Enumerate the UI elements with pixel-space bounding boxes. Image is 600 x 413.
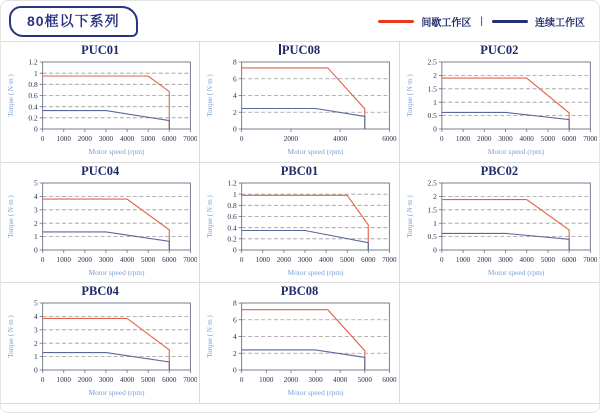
x-tick-label: 5000 xyxy=(141,376,156,385)
x-tick-label: 5000 xyxy=(357,376,373,385)
y-tick-label: 0.4 xyxy=(28,102,38,112)
x-tick-label: 6000 xyxy=(162,134,177,144)
y-tick-label: 0 xyxy=(233,124,238,134)
chart-title: PUC04 xyxy=(81,163,120,178)
intermittent-line-swatch xyxy=(378,20,414,23)
y-tick-label: 8 xyxy=(233,298,238,308)
y-tick-label: 0 xyxy=(432,245,437,255)
y-tick-label: 1.2 xyxy=(28,57,38,67)
x-tick-label: 0 xyxy=(240,134,244,144)
x-tick-label: 0 xyxy=(40,255,45,264)
y-tick-label: 0.8 xyxy=(28,79,38,89)
chart-title: PBC01 xyxy=(280,163,319,178)
y-tick-label: 0 xyxy=(432,124,437,134)
legend-label-intermittent: 间歇工作区 xyxy=(421,17,472,29)
x-tick-label: 5000 xyxy=(141,255,156,264)
chart-canvas xyxy=(202,298,396,402)
x-tick-label: 5000 xyxy=(540,134,555,144)
x-tick-label: 4000 xyxy=(333,134,348,144)
continuous-zone-line xyxy=(442,233,569,250)
x-tick-label: 2000 xyxy=(476,134,492,144)
x-tick-label: 5000 xyxy=(540,255,555,264)
chart-cell-pbc01 xyxy=(200,163,399,284)
x-tick-label: 4000 xyxy=(119,134,135,144)
y-tick-label: 2.5 xyxy=(427,57,437,67)
x-tick-label: 4000 xyxy=(333,376,348,385)
y-tick-label: 0.2 xyxy=(28,113,38,123)
chart-cell-puc04 xyxy=(1,163,200,284)
x-tick-label: 4000 xyxy=(319,255,334,264)
x-tick-label: 1000 xyxy=(259,376,274,385)
chart-canvas xyxy=(202,57,396,161)
x-tick-label: 1000 xyxy=(455,255,470,264)
y-tick-label: 0 xyxy=(33,124,38,134)
chart-canvas xyxy=(3,178,197,282)
y-tick-label: 1.5 xyxy=(427,84,437,94)
chart-title: PBC08 xyxy=(280,284,319,299)
continuous-zone-line xyxy=(43,111,170,129)
chart-cell-pbc08 xyxy=(200,283,399,404)
x-tick-label: 3000 xyxy=(98,376,114,385)
x-axis-label: Motor speed (rpm) xyxy=(88,267,145,277)
x-tick-label: 0 xyxy=(40,376,45,385)
x-tick-label: 2000 xyxy=(277,255,292,264)
x-tick-label: 4000 xyxy=(119,255,135,264)
text-cursor xyxy=(279,44,281,55)
y-tick-label: 1 xyxy=(33,68,38,78)
x-tick-label: 2000 xyxy=(476,255,492,264)
x-tick-label: 2000 xyxy=(77,255,92,264)
charts-grid xyxy=(1,41,599,404)
x-tick-label: 7000 xyxy=(183,255,198,264)
legend-item-intermittent xyxy=(378,14,471,29)
x-tick-label: 2000 xyxy=(284,134,299,144)
chart-title: PBC04 xyxy=(81,284,119,299)
chart-canvas xyxy=(402,178,597,282)
y-axis-label: Torque ( N·m ) xyxy=(405,194,414,238)
intermittent-zone-line xyxy=(442,199,569,249)
legend-label-continuous: 连续工作区 xyxy=(535,17,585,29)
y-tick-label: 2 xyxy=(432,70,437,81)
x-tick-label: 6000 xyxy=(382,134,397,144)
x-tick-label: 7000 xyxy=(582,134,597,144)
x-tick-label: 1000 xyxy=(455,134,470,144)
x-tick-label: 7000 xyxy=(183,376,198,385)
y-tick-label: 1 xyxy=(432,218,437,228)
y-tick-label: 1 xyxy=(33,352,38,362)
y-tick-label: 4 xyxy=(33,191,38,201)
y-tick-label: 2.5 xyxy=(427,178,437,188)
chart-canvas xyxy=(402,57,597,161)
y-tick-label: 0.8 xyxy=(227,200,238,210)
chart-cell-pbc02 xyxy=(400,163,599,284)
empty-cell xyxy=(400,283,599,404)
y-tick-label: 0.6 xyxy=(227,211,238,221)
y-tick-label: 5 xyxy=(33,178,38,188)
y-tick-label: 0.6 xyxy=(28,91,38,101)
chart-title: PBC02 xyxy=(480,163,519,178)
x-tick-label: 6000 xyxy=(162,255,177,264)
x-tick-label: 3000 xyxy=(98,134,114,144)
y-tick-label: 1 xyxy=(432,97,437,107)
y-tick-label: 8 xyxy=(233,57,238,67)
chart-cell-puc02 xyxy=(400,42,599,163)
x-tick-label: 1000 xyxy=(56,376,71,385)
chart-title: PUC01 xyxy=(81,43,120,57)
continuous-line-swatch xyxy=(492,20,528,23)
intermittent-zone-line xyxy=(43,76,170,129)
series-title-tag: 80框以下系列 xyxy=(9,6,138,37)
y-tick-label: 6 xyxy=(233,315,238,325)
y-tick-label: 2 xyxy=(233,349,238,359)
y-tick-label: 3 xyxy=(33,205,38,215)
x-tick-label: 2000 xyxy=(77,376,92,385)
intermittent-zone-line xyxy=(242,310,365,370)
x-axis-label: Motor speed (rpm) xyxy=(487,146,544,157)
plot-border xyxy=(43,183,191,250)
chart-canvas xyxy=(3,57,197,161)
y-tick-label: 3 xyxy=(33,325,38,335)
y-tick-label: 2 xyxy=(233,107,238,117)
y-tick-label: 1 xyxy=(33,231,38,241)
x-axis-label: Motor speed (rpm) xyxy=(287,267,344,277)
y-tick-label: 4 xyxy=(233,332,238,342)
y-tick-label: 0 xyxy=(233,245,238,255)
x-tick-label: 0 xyxy=(439,134,444,144)
y-tick-label: 1.2 xyxy=(227,178,238,188)
x-tick-label: 3000 xyxy=(298,255,313,264)
x-tick-label: 7000 xyxy=(582,255,597,264)
x-tick-label: 4000 xyxy=(519,134,534,144)
y-axis-label: Torque ( N·m ) xyxy=(206,315,215,359)
x-axis-label: Motor speed (rpm) xyxy=(287,146,344,157)
chart-canvas xyxy=(202,178,396,282)
x-tick-label: 3000 xyxy=(497,134,513,144)
y-axis-label: Torque ( N·m ) xyxy=(6,315,15,359)
x-tick-label: 6000 xyxy=(561,255,576,264)
continuous-zone-line xyxy=(442,112,569,129)
x-tick-label: 0 xyxy=(439,255,444,264)
y-tick-label: 0.2 xyxy=(227,234,238,244)
y-axis-label: Torque ( N·m ) xyxy=(206,194,215,238)
continuous-zone-line xyxy=(43,232,170,250)
chart-title: PUC02 xyxy=(480,43,519,57)
x-tick-label: 5000 xyxy=(141,134,156,144)
page-header xyxy=(1,1,599,41)
intermittent-zone-line xyxy=(43,319,170,371)
x-tick-label: 2000 xyxy=(284,376,299,385)
x-tick-label: 6000 xyxy=(561,134,576,144)
x-tick-label: 3000 xyxy=(98,255,114,264)
x-tick-label: 1000 xyxy=(56,134,71,144)
x-tick-label: 5000 xyxy=(340,255,355,264)
intermittent-zone-line xyxy=(242,195,369,250)
y-tick-label: 0.4 xyxy=(227,222,238,232)
x-tick-label: 6000 xyxy=(162,376,177,385)
intermittent-zone-line xyxy=(43,199,170,250)
chart-title: PUC08 xyxy=(202,43,396,57)
x-tick-label: 0 xyxy=(240,255,244,264)
y-tick-label: 4 xyxy=(33,312,38,322)
y-tick-label: 0.5 xyxy=(427,111,437,121)
y-tick-label: 1 xyxy=(233,189,238,199)
y-axis-label: Torque ( N·m ) xyxy=(405,74,414,117)
y-tick-label: 0.5 xyxy=(427,231,437,241)
x-tick-label: 6000 xyxy=(361,255,376,264)
y-tick-label: 6 xyxy=(233,74,238,84)
intermittent-zone-line xyxy=(442,78,569,129)
x-axis-label: Motor speed (rpm) xyxy=(287,388,344,398)
chart-cell-puc08 xyxy=(200,42,399,163)
x-tick-label: 0 xyxy=(40,134,45,144)
x-axis-label: Motor speed (rpm) xyxy=(88,146,145,157)
plot-border xyxy=(43,303,191,370)
x-tick-label: 6000 xyxy=(382,376,397,385)
continuous-zone-line xyxy=(43,353,170,370)
x-tick-label: 3000 xyxy=(497,255,513,264)
chart-canvas xyxy=(3,298,197,402)
y-tick-label: 4 xyxy=(233,91,238,101)
x-tick-label: 4000 xyxy=(119,376,135,385)
continuous-zone-line xyxy=(242,109,365,130)
y-tick-label: 5 xyxy=(33,298,38,308)
chart-cell-puc01 xyxy=(1,42,200,163)
x-axis-label: Motor speed (rpm) xyxy=(88,388,145,398)
legend-item-continuous xyxy=(492,14,585,29)
x-axis-label: Motor speed (rpm) xyxy=(487,267,544,277)
x-tick-label: 1000 xyxy=(56,255,71,264)
y-tick-label: 2 xyxy=(432,191,437,201)
y-tick-label: 2 xyxy=(33,218,38,228)
plot-border xyxy=(442,183,590,250)
x-tick-label: 1000 xyxy=(255,255,271,264)
x-tick-label: 4000 xyxy=(519,255,534,264)
x-tick-label: 7000 xyxy=(382,255,397,264)
y-tick-label: 0 xyxy=(33,365,38,375)
y-tick-label: 2 xyxy=(33,339,38,349)
intermittent-zone-line xyxy=(242,68,365,129)
y-axis-label: Torque ( N·m ) xyxy=(6,74,15,117)
y-tick-label: 0 xyxy=(33,245,38,255)
y-axis-label: Torque ( N·m ) xyxy=(206,74,215,117)
x-tick-label: 3000 xyxy=(308,376,323,385)
continuous-zone-line xyxy=(242,230,369,250)
y-axis-label: Torque ( N·m ) xyxy=(6,194,15,238)
x-tick-label: 0 xyxy=(240,376,244,385)
legend xyxy=(378,14,585,29)
y-tick-label: 1.5 xyxy=(427,205,437,215)
y-tick-label: 0 xyxy=(233,365,238,375)
chart-cell-pbc04 xyxy=(1,283,200,404)
x-tick-label: 2000 xyxy=(77,134,92,144)
x-tick-label: 7000 xyxy=(183,134,198,144)
legend-separator: | xyxy=(480,15,483,27)
